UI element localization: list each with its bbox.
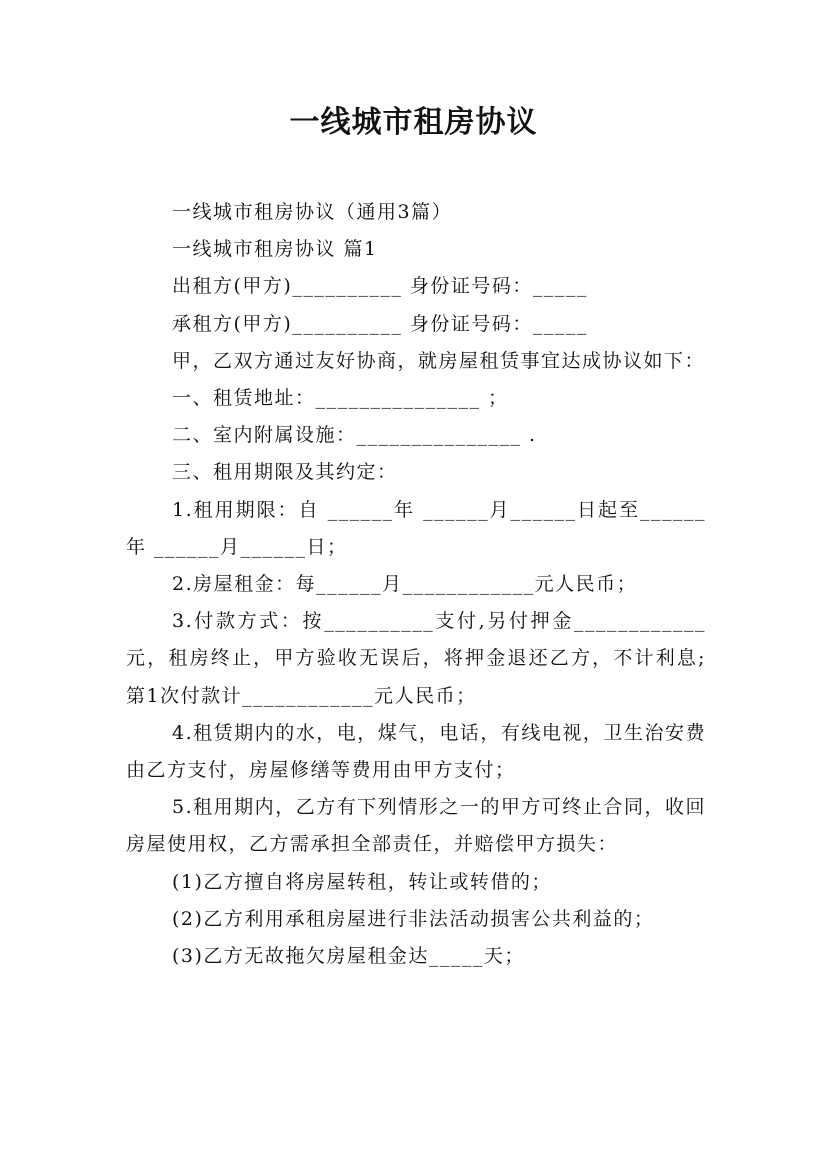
- paragraph-payment: 3.付款方式：按__________支付,另付押金____________元，租房终止，甲方验收无误后，将押金退还乙方，不计利息;第1次付款计____________元人民币；: [126, 610, 706, 707]
- paragraph-section-heading: 一线城市租房协议 篇1: [172, 238, 378, 261]
- paragraph-termination: 5.租用期内，乙方有下列情形之一的甲方可终止合同，收回房屋使用权，乙方需承担全部责任，并赔偿甲方损失：: [126, 796, 706, 856]
- paragraph-facilities: 二、室内附属设施：_______________ .: [172, 424, 537, 447]
- paragraph-address: 一、租赁地址：_______________ ；: [172, 387, 509, 410]
- document-body: [126, 194, 706, 975]
- paragraph-subtitle: 一线城市租房协议（通用3篇）: [172, 201, 453, 223]
- paragraph-clause-3: (3)乙方无故拖欠房屋租金达_____天；: [172, 945, 525, 968]
- document-title: 一线城市租房协议: [289, 105, 538, 140]
- paragraph-clause-1: (1)乙方擅自将房屋转租，转让或转借的；: [172, 870, 552, 893]
- paragraph-term-period: 1.租用期限：自 ______年 ______月______日起至______年 ______月______日；: [126, 498, 706, 558]
- paragraph-term-heading: 三、租用期限及其约定：: [172, 461, 398, 484]
- paragraph-lessor: 出租方(甲方)__________ 身份证号码：_____: [172, 275, 588, 298]
- paragraph-lessee: 承租方(甲方)__________ 身份证号码：_____: [172, 312, 588, 335]
- paragraph-intro: 甲，乙双方通过友好协商，就房屋租赁事宜达成协议如下：: [172, 349, 706, 372]
- paragraph-utilities: 4.租赁期内的水，电，煤气，电话，有线电视，卫生治安费由乙方支付，房屋修缮等费用由甲方支付；: [126, 721, 706, 782]
- paragraph-clause-2: (2)乙方利用承租房屋进行非法活动损害公共利益的；: [172, 907, 655, 930]
- paragraph-rent: 2.房屋租金：每______月____________元人民币；: [172, 573, 638, 596]
